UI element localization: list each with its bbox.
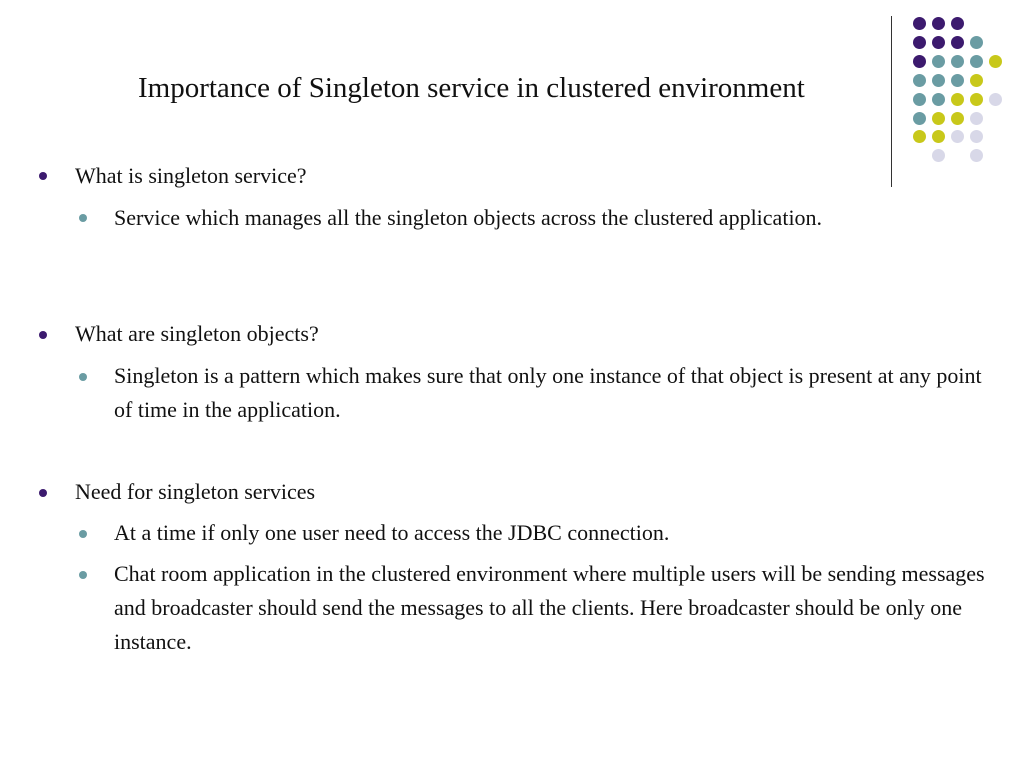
decorative-dot <box>970 112 983 125</box>
decorative-dot <box>913 74 926 87</box>
decorative-dot <box>951 74 964 87</box>
decorative-dot <box>970 149 983 162</box>
decorative-dot <box>913 36 926 49</box>
decorative-dot <box>913 130 926 143</box>
bullet-marker <box>39 489 47 497</box>
decorative-dot <box>932 55 945 68</box>
decorative-dot <box>932 130 945 143</box>
decorative-dot <box>970 93 983 106</box>
decorative-dot <box>932 149 945 162</box>
decorative-dot <box>913 17 926 30</box>
decorative-dot <box>913 93 926 106</box>
decorative-dot <box>932 17 945 30</box>
decorative-dot <box>913 112 926 125</box>
decorative-dot <box>951 36 964 49</box>
slide-title: Importance of Singleton service in clustered environment <box>138 72 805 104</box>
sub-bullet-marker <box>79 214 87 222</box>
sub-bullet-item: Chat room application in the clustered environment where multiple users will be sending messages and broadcaster should send the messages to all the clients. Here broadcaster should be only one instance. <box>114 561 985 654</box>
bullet-item: What is singleton service? <box>75 163 307 188</box>
decorative-dot <box>970 74 983 87</box>
decorative-dot <box>970 55 983 68</box>
bullet-item: Need for singleton services <box>75 479 316 504</box>
bullet-marker <box>39 331 47 339</box>
decorative-dot <box>913 55 926 68</box>
decorative-dot <box>932 74 945 87</box>
decorative-dot <box>989 55 1002 68</box>
decorative-dot <box>932 112 945 125</box>
decorative-dot <box>970 130 983 143</box>
sub-bullet-marker <box>79 373 87 381</box>
decorative-dot <box>951 93 964 106</box>
decorative-dot-grid <box>0 0 1024 200</box>
sub-bullet-item: Singleton is a pattern which makes sure that only one instance of that object is present at any point of time in the application. <box>114 363 982 422</box>
sub-bullet-marker <box>79 571 87 579</box>
decorative-dot <box>951 17 964 30</box>
sub-bullet-item: At a time if only one user need to access the JDBC connection. <box>114 520 670 545</box>
decorative-dot <box>970 36 983 49</box>
decorative-dot <box>932 93 945 106</box>
decorative-dot <box>989 93 1002 106</box>
sub-bullet-item: Service which manages all the singleton objects across the clustered application. <box>114 205 823 230</box>
decorative-dot <box>951 55 964 68</box>
decorative-dot <box>951 130 964 143</box>
sub-bullet-marker <box>79 530 87 538</box>
decorative-dot <box>951 112 964 125</box>
bullet-item: What are singleton objects? <box>75 321 319 346</box>
decorative-dot <box>932 36 945 49</box>
